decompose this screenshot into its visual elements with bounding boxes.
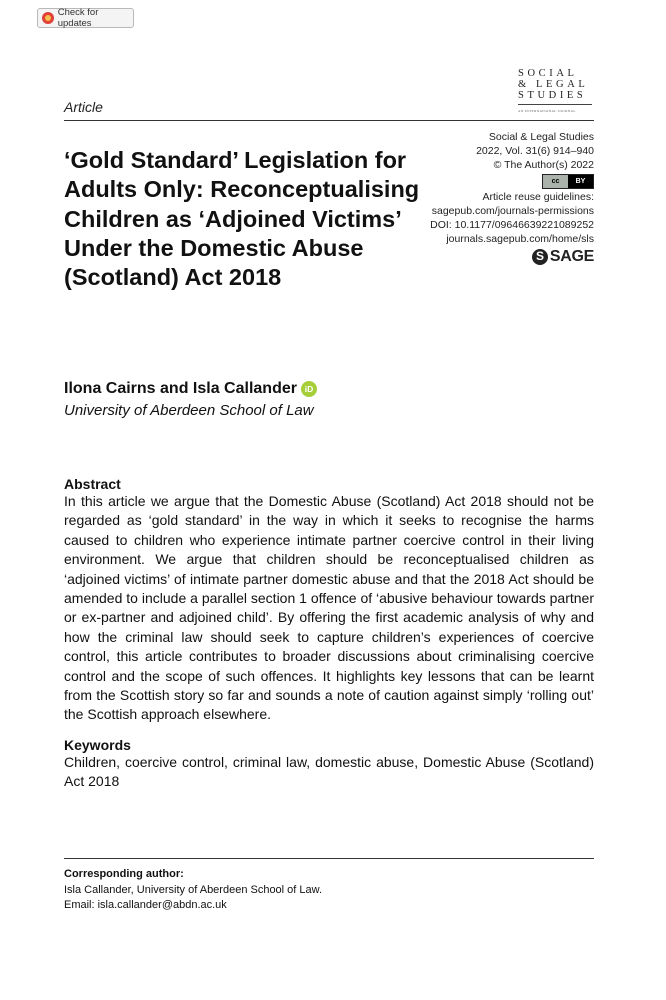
journal-name: Social & Legal Studies <box>488 131 594 143</box>
abstract-text: In this article we argue that the Domestic Abuse (Scotland) Act 2018 should not be regarded as ‘gold standard’ in the way in which it seeks to recognise the harms caused to children who experience intimate partner coercive control in their living environment. We argue that children should be reconceptualised children as ‘adjoined victims’ of intimate partner domestic abuse and that the 2018 Act should be amended to include a parallel section 1 offence of ‘abusive behaviour towards partner or ex-partner and adjoined child’. By offering the first academic analysis of why and how the criminal law should seek to capture children’s experiences of coercive control, this article contributes to broader discussions about criminalising coercive control and the scope of such offences. It highlights key lessons that can be learnt from the Scottish story so far and sounds a note of caution against simply ‘rolling out’ the Scottish approach elsewhere. <box>64 493 594 723</box>
publisher-name: SAGE <box>549 247 594 265</box>
keywords-heading: Keywords <box>64 737 131 753</box>
cc-by-license-badge[interactable] <box>542 174 594 189</box>
journal-url-link[interactable]: journals.sagepub.com/home/sls <box>446 232 594 245</box>
check-for-updates-button[interactable] <box>37 8 134 28</box>
corresponding-author <box>64 867 322 914</box>
cc-icon: cc <box>543 175 568 188</box>
corresponding-email[interactable]: Email: isla.callander@abdn.ac.uk <box>64 899 227 911</box>
article-title: ‘Gold Standard’ Legislation for Adults Only: Reconceptualising Children as ‘Adjoined Victims’ Under the Domestic Abuse (Scotland) Act 2018 <box>64 147 420 291</box>
affiliation: University of Aberdeen School of Law <box>64 402 314 419</box>
authors <box>64 380 317 398</box>
journal-volume: 2022, Vol. 31(6) 914–940 <box>476 144 594 157</box>
reuse-link[interactable]: sagepub.com/journals-permissions <box>431 205 594 218</box>
keywords-text: Children, coercive control, criminal law, domestic abuse, Domestic Abuse (Scotland) Act 2018 <box>64 754 594 790</box>
journal-logo-rule <box>518 104 592 105</box>
corresponding-heading: Corresponding author: <box>64 868 184 880</box>
doi-link[interactable]: DOI: 10.1177/09646639221089252 <box>430 218 594 231</box>
sage-s-icon: S <box>532 249 548 265</box>
orcid-icon[interactable]: iD <box>301 381 317 397</box>
abstract-heading: Abstract <box>64 476 121 492</box>
journal-logo <box>518 68 594 117</box>
keywords-section <box>64 737 594 792</box>
journal-logo-line2: & LEGAL <box>518 79 589 90</box>
reuse-label: Article reuse guidelines: <box>482 191 594 204</box>
footnote-divider <box>64 858 594 859</box>
abstract-section <box>64 476 594 725</box>
journal-logo-line1: SOCIAL <box>518 68 578 79</box>
sage-logo <box>532 249 594 265</box>
author-names: Ilona Cairns and Isla Callander <box>64 380 297 397</box>
check-for-updates-label: Check for updates <box>57 7 99 29</box>
journal-logo-tagline: AN INTERNATIONAL JOURNAL <box>518 109 576 113</box>
corresponding-name: Isla Callander, University of Aberdeen School of Law. <box>64 883 323 896</box>
journal-logo-line3: STUDIES <box>518 90 587 101</box>
crossmark-icon <box>42 12 54 24</box>
by-icon: BY <box>568 175 593 188</box>
article-type: Article <box>64 99 103 115</box>
copyright: © The Author(s) 2022 <box>493 158 594 171</box>
header-divider <box>64 120 594 121</box>
